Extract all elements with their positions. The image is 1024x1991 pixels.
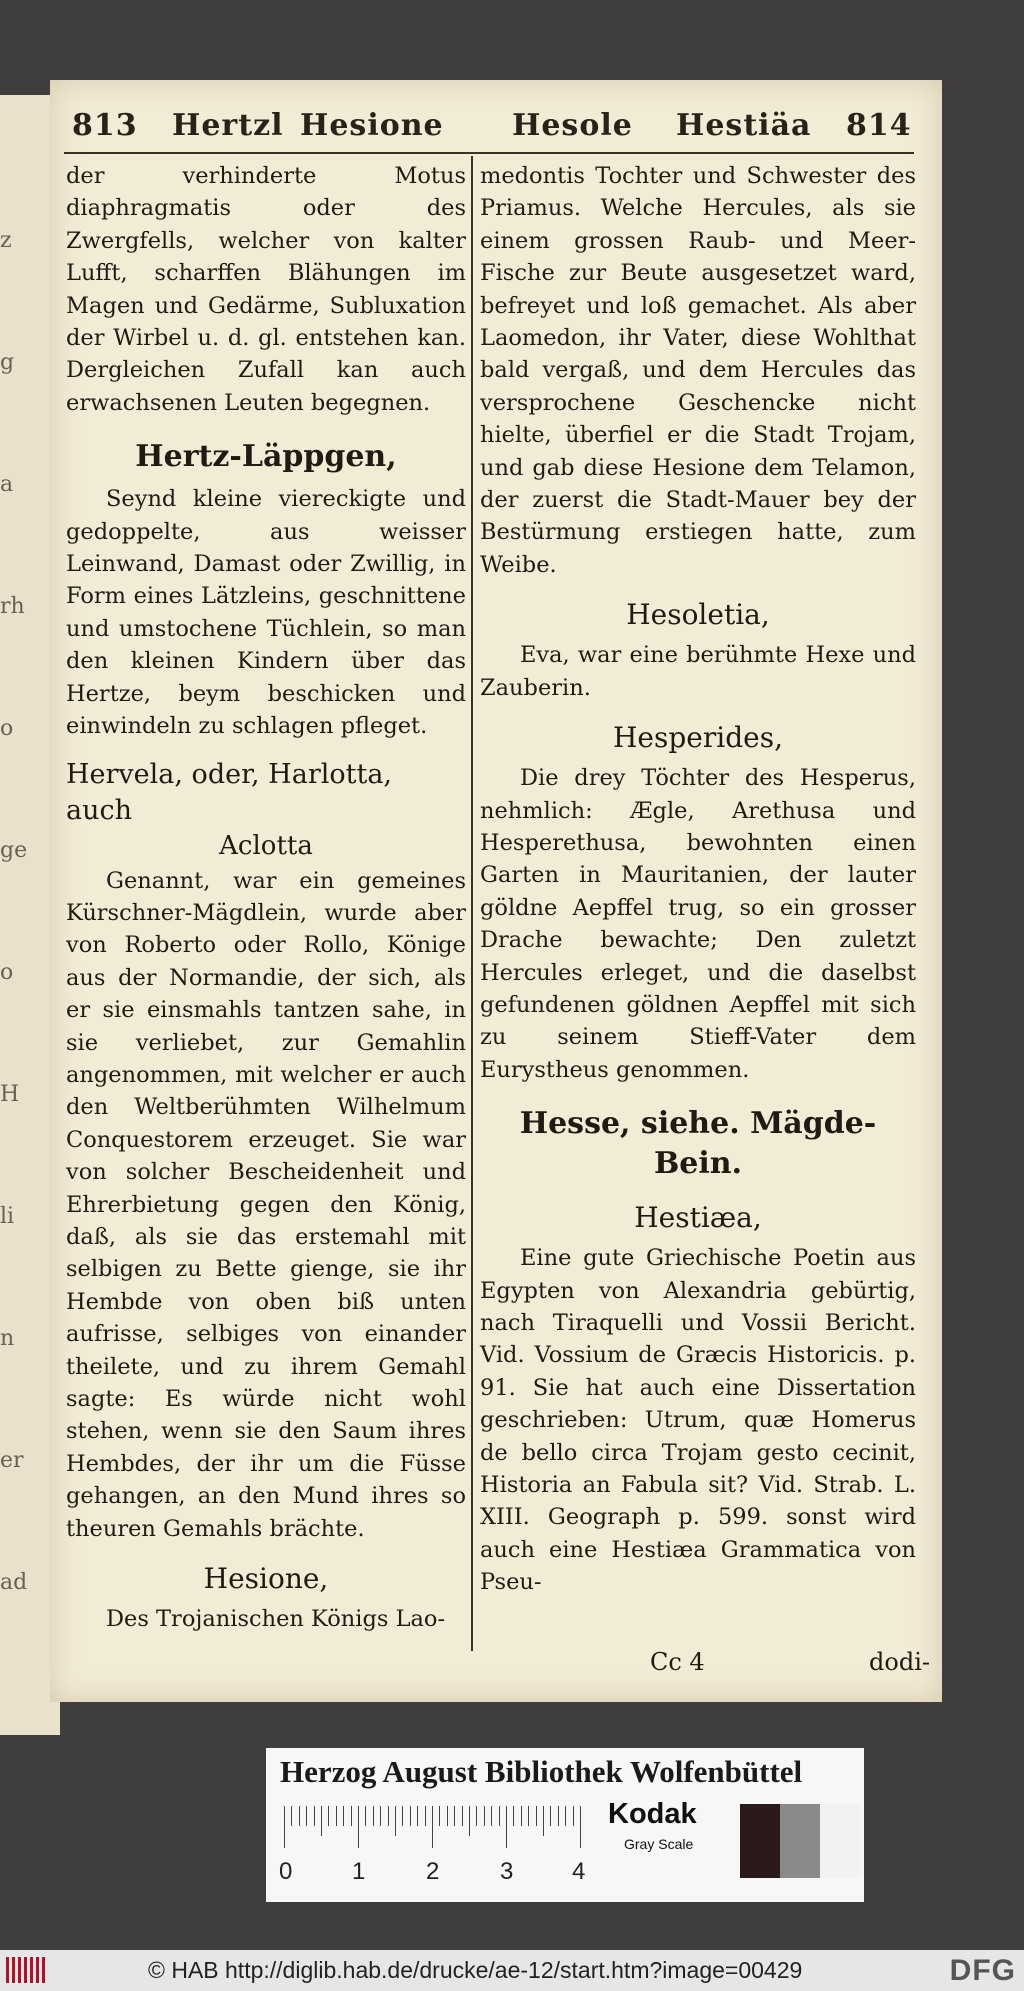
kodak-brand: Kodak xyxy=(608,1798,697,1830)
ruler-tick xyxy=(499,1806,500,1826)
dark-swatch xyxy=(740,1804,780,1878)
previous-page-fragment: o xyxy=(0,960,14,985)
ruler-tick xyxy=(336,1806,337,1826)
ruler-tick xyxy=(484,1806,485,1826)
entry-heading-hesoletia: Hesoletia, xyxy=(626,598,770,632)
ruler-tick xyxy=(573,1806,574,1826)
entry-heading-hesperides: Hesperides, xyxy=(613,721,783,755)
entry-text-hesperides: Die drey Töchter des Hesperus, nehmlich: Ægle, Arethusa und Hesperethusa, bewohnten einen Garten in Mauritanien, der lauter göldne Aepffel trug, so ein grosser Drache bewachte; Den zuletzt Hercules erleget, und die daselbst gefundenen göldnen Aepffel mit sich zu seinem Stieff-Vater dem Eurystheus genommen. xyxy=(480,765,916,1083)
ruler-scale xyxy=(284,1806,594,1848)
ruler-tick xyxy=(321,1806,322,1836)
ruler-tick xyxy=(388,1806,389,1826)
ruler-tick xyxy=(528,1806,529,1826)
copyright-link[interactable]: © HAB http://diglib.hab.de/drucke/ae-12/start.htm?image=00429 xyxy=(148,1957,803,1983)
ruler-tick xyxy=(343,1806,344,1826)
right-page-number: 814 xyxy=(846,108,912,143)
ruler-number: 4 xyxy=(572,1858,586,1885)
ruler-tick xyxy=(536,1806,537,1826)
viewer-footer-bar xyxy=(0,1950,1024,1991)
entry-heading-hervela: Hervela, oder, Harlotta, auch xyxy=(66,758,393,826)
ruler-tick xyxy=(432,1806,433,1848)
previous-page-fragments xyxy=(0,225,56,1599)
ruler-tick xyxy=(417,1806,418,1826)
book-page xyxy=(50,80,942,1702)
ruler-tick xyxy=(351,1806,352,1826)
dfg-logo: DFG xyxy=(949,1954,1016,1987)
left-page-number: 813 xyxy=(72,108,138,143)
library-logo-icon xyxy=(6,1957,48,1983)
ruler-tick xyxy=(469,1806,470,1836)
left-column xyxy=(66,160,466,1635)
ruler-tick xyxy=(580,1806,581,1848)
catchword: dodi- xyxy=(869,1648,930,1676)
left-running-word-1: Hertzl xyxy=(172,108,284,143)
ruler-tick xyxy=(439,1806,440,1826)
ruler-tick xyxy=(565,1806,566,1826)
right-running-word-2: Hestiäa xyxy=(676,108,812,143)
ruler-tick xyxy=(506,1806,507,1848)
previous-page-fragment: a xyxy=(0,472,14,497)
entry-text-hesoletia: Eva, war eine berühmte Hexe und Zauberin. xyxy=(480,642,916,701)
ruler-tick xyxy=(306,1806,307,1826)
gray-swatch xyxy=(780,1804,820,1878)
ruler-tick xyxy=(284,1806,285,1848)
ruler-tick xyxy=(291,1806,292,1826)
ruler-number: 2 xyxy=(426,1858,440,1885)
right-continued-paragraph: medontis Tochter und Schwester des Priamus. Welche Hercules, als sie einem grossen Raub- und Meer-Fische zur Beute ausgesetzet ward, befreyet und loß gemachet. Als aber Laomedon, ihr Vater, diese Wohlthat bald vergaß, und dem Hercules das versprochene Geschencke nicht hielte, überfiel er die Stadt Trojam, und gab diese Hesione dem Telamon, der zuerst die Stadt-Mauer bey der Bestürmung erstiegen hatte, zum Weibe. xyxy=(480,163,916,578)
previous-page-fragment: ad xyxy=(0,1570,28,1595)
ruler-tick xyxy=(395,1806,396,1836)
entry-heading-hertz-laeppgen: Hertz-Läppgen, xyxy=(135,439,397,475)
entry-heading-hesione: Hesione, xyxy=(203,1562,329,1596)
previous-page-fragment: er xyxy=(0,1448,24,1473)
entry-text-hesione: Des Trojanischen Königs Lao- xyxy=(106,1606,446,1633)
entry-heading-hestiaea: Hestiæa, xyxy=(634,1201,762,1235)
ruler-tick xyxy=(558,1806,559,1826)
white-swatch xyxy=(820,1804,860,1878)
header-rule xyxy=(64,152,914,154)
ruler-tick xyxy=(328,1806,329,1826)
previous-page-fragment: li xyxy=(0,1204,15,1229)
entry-text-hestiaea: Eine gute Griechische Poetin aus Egypten von Alexandria gebürtig, nach Tiraquelli und Vossii Bericht. Vid. Vossium de Græcis Historicis. p. 91. Sie hat auch eine Dissertation geschrieben: Utrum, quæ Homerus de bello circa Trojam gesto cecinit, Historia an Fabula sit? Vid. Strab. L. XIII. Geograph p. 599. sonst wird auch eine Hestiæa Grammatica von Pseu- xyxy=(480,1245,916,1596)
color-calibration-card xyxy=(266,1748,864,1902)
signature-mark: Cc 4 xyxy=(650,1648,705,1676)
ruler-number: 0 xyxy=(279,1858,293,1885)
ruler-tick xyxy=(454,1806,455,1826)
ruler-tick xyxy=(462,1806,463,1826)
left-intro-paragraph: der verhinderte Motus diaphragmatis oder des Zwergfells, welcher von kalter Lufft, scharffen Blähungen im Magen und Gedärme, Subluxation der Wirbel u. d. gl. entstehen kan. Dergleichen Zufall kan auch erwachsenen Leuten begegnen. xyxy=(66,163,466,416)
ruler-tick xyxy=(402,1806,403,1826)
ruler-tick xyxy=(314,1806,315,1826)
entry-heading-hesse: Hesse, siehe. Mägde-Bein. xyxy=(519,1106,877,1182)
ruler-tick xyxy=(447,1806,448,1826)
previous-page-fragment: z xyxy=(0,228,12,253)
ruler-tick xyxy=(543,1806,544,1836)
entry-text-hervela: Genannt, war ein gemeines Kürschner-Mägdlein, wurde aber von Roberto oder Rollo, Könige aus der Normandie, der sich, als er sie einsmahls tantzen sahe, in sie verliebet, zur Gemahlin angenommen, mit welcher er auch den Weltberühmten Wilhelmum Conquestorem erzeuget. Sie war von solcher Bescheidenheit und Ehrerbietung gegen den König, daß, als sie das erstemahl mit selbigen zu Bette gienge, sie ihr Hembde von oben biß unten aufrisse, selbiges von einander theilete, und zu ihrem Gemahl sagte: Es würde nicht wohl stehen, wenn sie den Saum ihres Hembdes, der ihr um die Füsse gehangen, an den Mund ihres so theuren Gemahls brächte. xyxy=(66,867,466,1542)
ruler-tick xyxy=(358,1806,359,1848)
library-name: Herzog August Bibliothek Wolfenbüttel xyxy=(280,1754,803,1789)
entry-subheading-aclotta: Aclotta xyxy=(219,830,313,861)
previous-page-fragment: ge xyxy=(0,838,28,863)
ruler-tick xyxy=(425,1806,426,1826)
ruler-tick xyxy=(410,1806,411,1826)
entry-text-hertz-laeppgen: Seynd kleine viereckigte und gedoppelte, aus weisser Leinwand, Damast oder Zwillig, in Form eines Lätzleins, geschnittene und umstochene Tüchlein, so man den kleinen Kindern über das Hertze, beym beschicken und einwindeln zu schlagen pfleget. xyxy=(66,486,466,740)
page-footer xyxy=(610,1648,930,1682)
ruler-tick xyxy=(476,1806,477,1826)
previous-page-fragment: o xyxy=(0,716,14,741)
previous-page-fragment: n xyxy=(0,1326,15,1351)
previous-page-fragment: H xyxy=(0,1082,20,1107)
previous-page-fragment: g xyxy=(0,350,15,375)
ruler-tick xyxy=(380,1806,381,1826)
ruler-tick xyxy=(365,1806,366,1826)
ruler-tick xyxy=(373,1806,374,1826)
right-column xyxy=(480,160,916,1599)
left-running-word-2: Hesione xyxy=(300,108,444,143)
gray-scale-label: Gray Scale xyxy=(624,1836,694,1852)
right-running-word-1: Hesole xyxy=(512,108,633,143)
ruler-number: 1 xyxy=(352,1858,366,1885)
previous-page-fragment: rh xyxy=(0,594,25,619)
ruler-tick xyxy=(513,1806,514,1826)
running-header xyxy=(68,108,912,148)
column-rule xyxy=(471,156,473,1651)
ruler-number: 3 xyxy=(500,1858,514,1885)
ruler-tick xyxy=(491,1806,492,1826)
ruler-tick xyxy=(299,1806,300,1826)
ruler-tick xyxy=(550,1806,551,1826)
ruler-tick xyxy=(521,1806,522,1826)
